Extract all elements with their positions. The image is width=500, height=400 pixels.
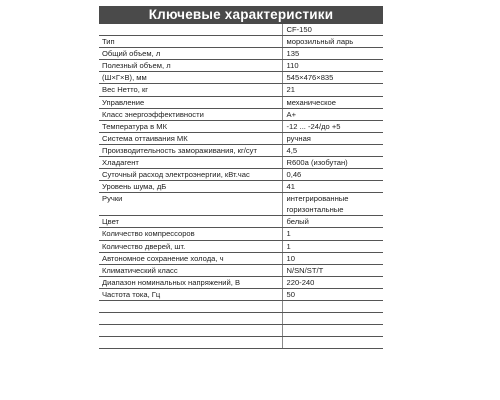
row-value: 1 [282, 228, 383, 240]
row-value: 10 [282, 252, 383, 264]
row-value: 50 [282, 288, 383, 300]
row-label: Цвет [99, 216, 282, 228]
row-value-line: горизонтальные [286, 205, 344, 215]
row-value: R600a (изобутан) [282, 157, 383, 169]
table-row [99, 240, 383, 252]
row-label: Тип [99, 36, 282, 48]
table-row [99, 325, 383, 337]
row-label: Количество дверей, шт. [99, 240, 282, 252]
row-label: Ручки [99, 193, 282, 216]
row-label [99, 24, 282, 36]
row-label: Управление [99, 96, 282, 108]
row-label: Уровень шума, дБ [99, 181, 282, 193]
row-value: 220-240 [282, 276, 383, 288]
row-value [282, 193, 383, 216]
table-row [99, 132, 383, 144]
row-value: A+ [282, 108, 383, 120]
row-label [99, 313, 282, 325]
row-value: 21 [282, 84, 383, 96]
table-row [99, 96, 383, 108]
row-label: Система оттаивания МК [99, 132, 282, 144]
table-row [99, 60, 383, 72]
spec-table [99, 24, 383, 349]
row-value: белый [282, 216, 383, 228]
row-value: 110 [282, 60, 383, 72]
table-row [99, 337, 383, 349]
table-row [99, 72, 383, 84]
row-label [99, 337, 282, 349]
row-label: Диапазон номинальных напряжений, В [99, 276, 282, 288]
row-value: 4,5 [282, 144, 383, 156]
row-value-line: интегрированные [286, 194, 349, 204]
row-label: Частота тока, Гц [99, 288, 282, 300]
table-row [99, 169, 383, 181]
row-label: Вес Нетто, кг [99, 84, 282, 96]
table-row [99, 24, 383, 36]
row-label: Общий объем, л [99, 48, 282, 60]
table-row [99, 36, 383, 48]
row-label: Класс энергоэффективности [99, 108, 282, 120]
table-row [99, 216, 383, 228]
page-title: Ключевые характеристики [99, 6, 383, 24]
row-value [282, 325, 383, 337]
table-row [99, 108, 383, 120]
row-label: Хладагент [99, 157, 282, 169]
table-row [99, 228, 383, 240]
row-value: 545×476×835 [282, 72, 383, 84]
row-label: Автономное сохранение холода, ч [99, 252, 282, 264]
row-value: -12 ... -24/до +5 [282, 120, 383, 132]
row-label: Суточный расход электроэнергии, кВт.час [99, 169, 282, 181]
row-label: (Ш×Г×В), мм [99, 72, 282, 84]
table-row [99, 120, 383, 132]
row-value: ручная [282, 132, 383, 144]
table-row [99, 144, 383, 156]
row-label: Климатический класс [99, 264, 282, 276]
row-value: CF-150 [282, 24, 383, 36]
table-row [99, 288, 383, 300]
row-value: механическое [282, 96, 383, 108]
row-label: Количество компрессоров [99, 228, 282, 240]
row-value: морозильный ларь [282, 36, 383, 48]
row-value: 1 [282, 240, 383, 252]
table-row [99, 193, 383, 216]
table-row [99, 276, 383, 288]
spec-sheet [99, 6, 383, 349]
row-value [282, 300, 383, 312]
row-value: N/SN/ST/T [282, 264, 383, 276]
table-row [99, 252, 383, 264]
table-row [99, 300, 383, 312]
table-row [99, 84, 383, 96]
row-value [282, 337, 383, 349]
table-row [99, 48, 383, 60]
row-value: 0,46 [282, 169, 383, 181]
table-row [99, 157, 383, 169]
row-label [99, 300, 282, 312]
table-row [99, 264, 383, 276]
table-row [99, 181, 383, 193]
row-value: 41 [282, 181, 383, 193]
row-label [99, 325, 282, 337]
row-label: Полезный объем, л [99, 60, 282, 72]
row-label: Производительность замораживания, кг/сут [99, 144, 282, 156]
row-value: 135 [282, 48, 383, 60]
table-row [99, 313, 383, 325]
row-value [282, 313, 383, 325]
row-label: Температура в МК [99, 120, 282, 132]
